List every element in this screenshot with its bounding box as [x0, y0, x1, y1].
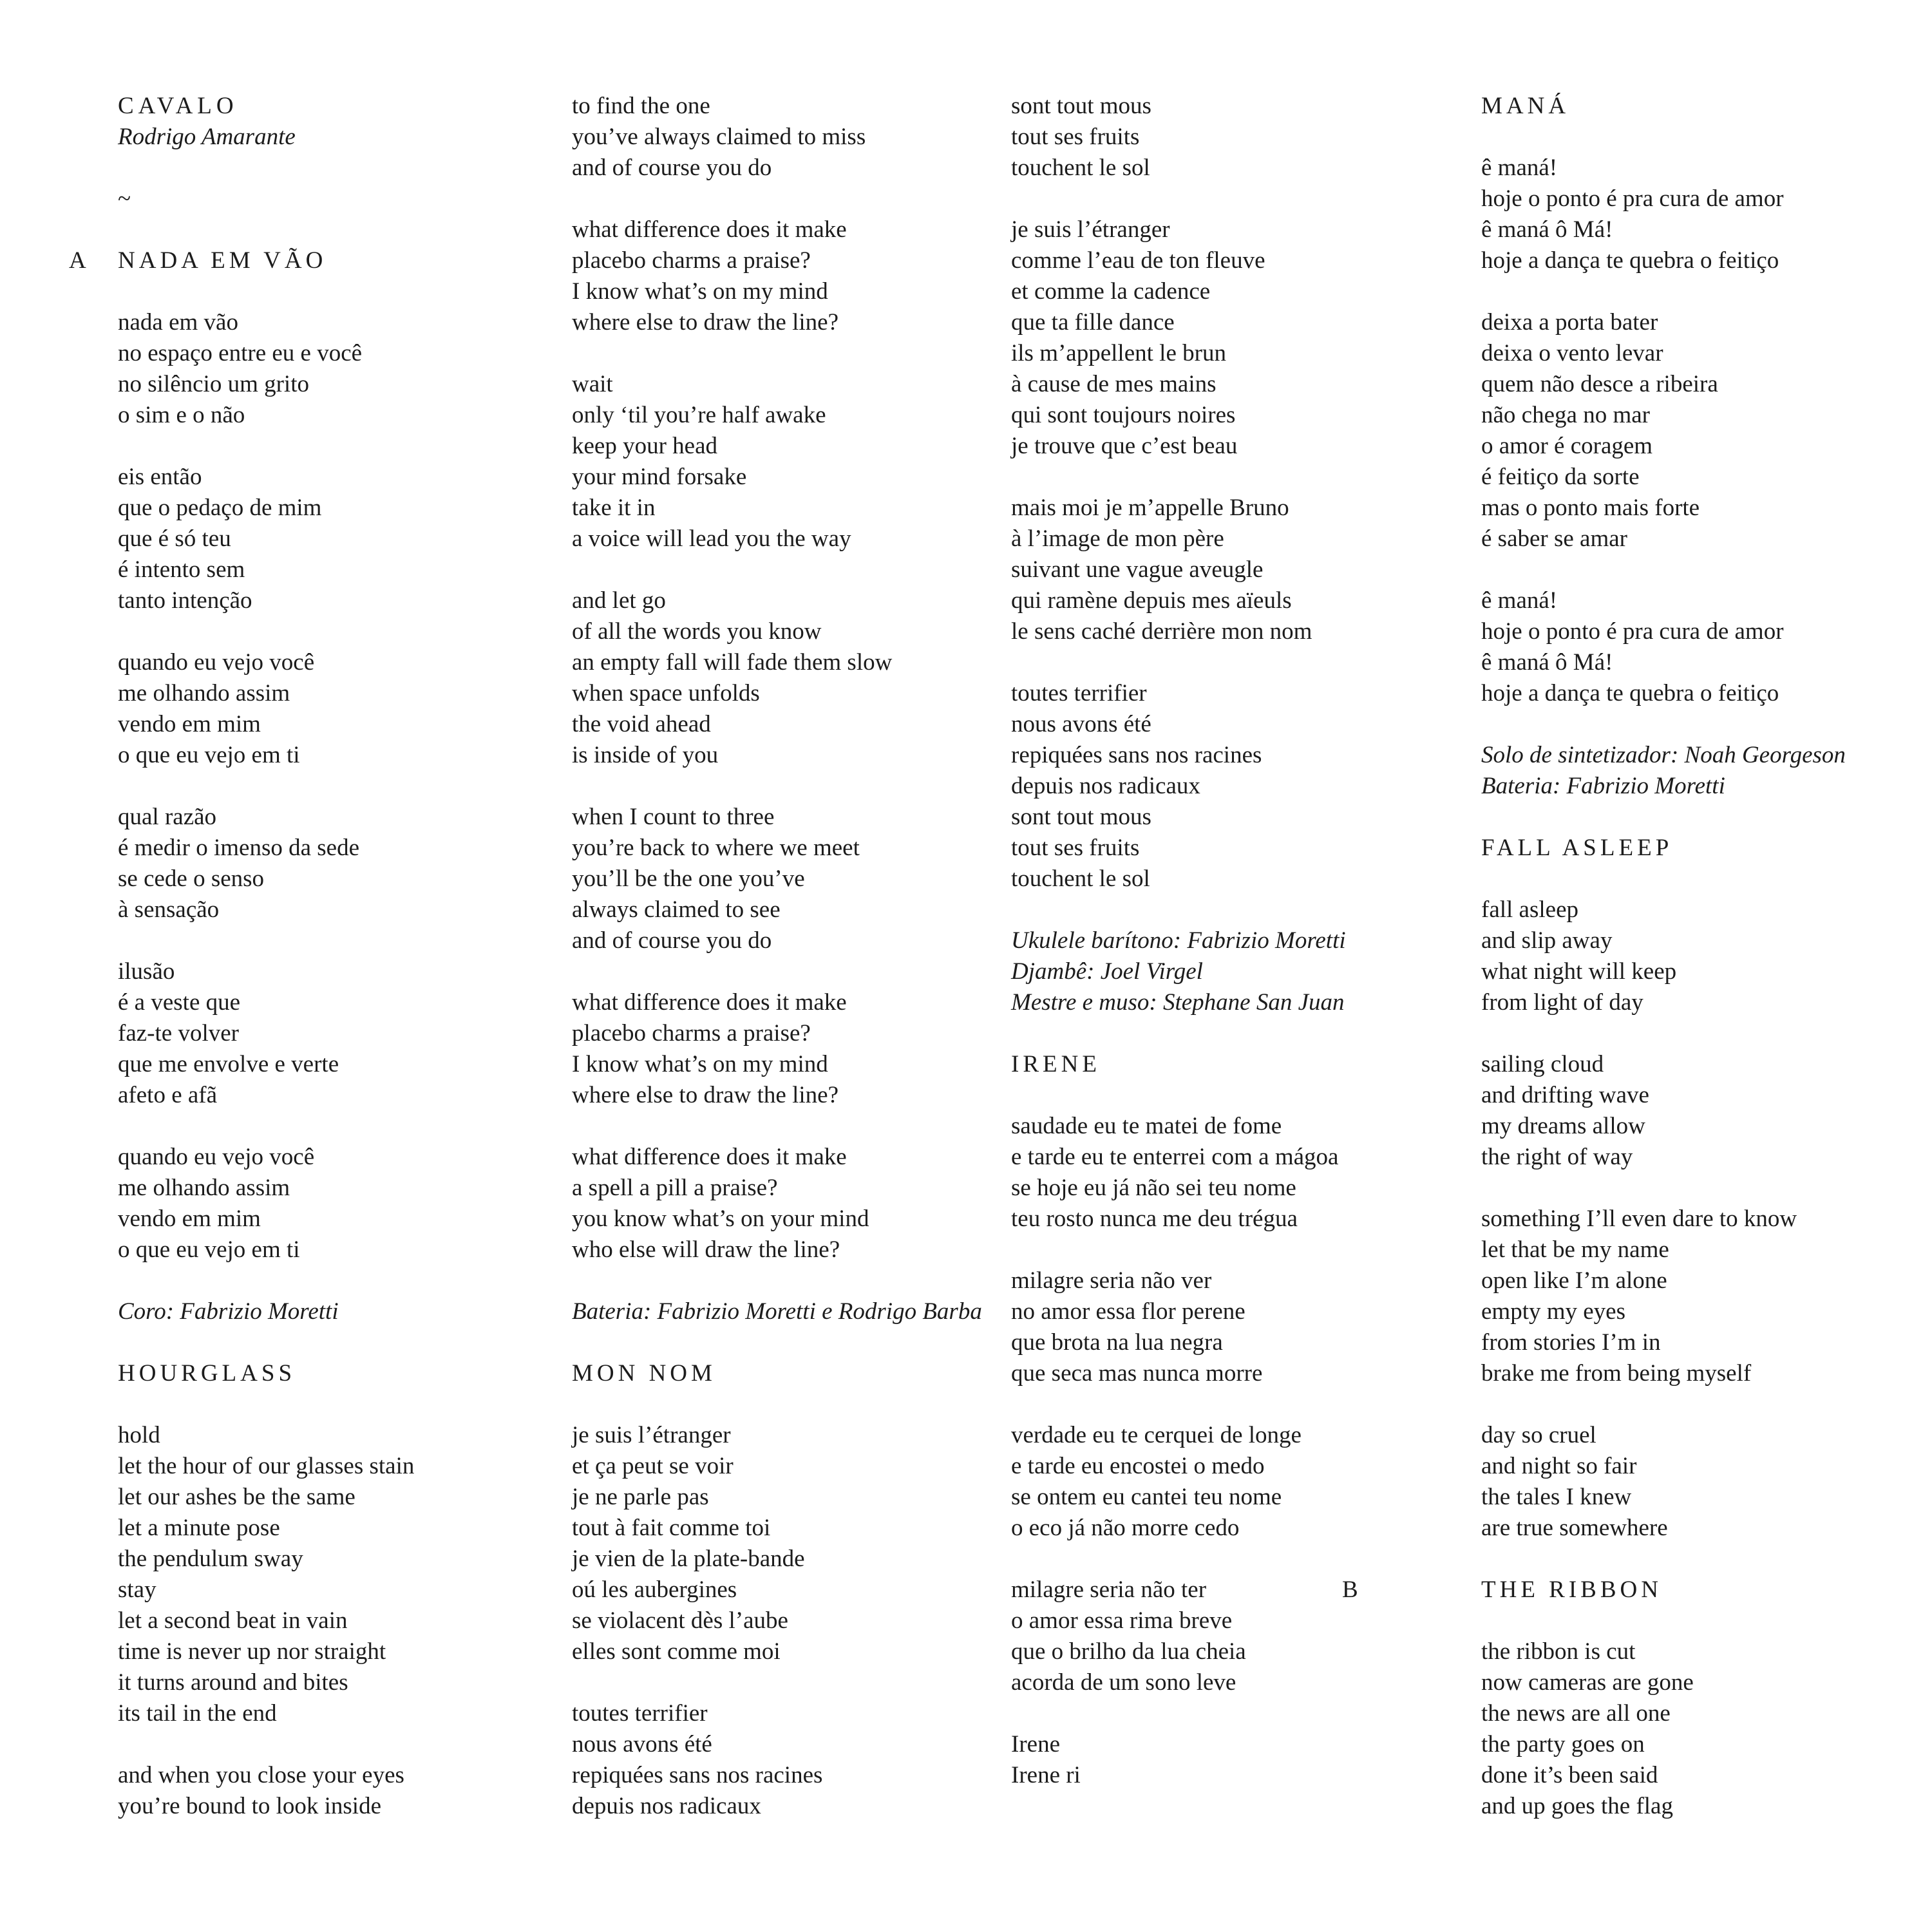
album-title-text: CAVALO — [118, 93, 238, 119]
stanza — [118, 647, 543, 771]
stanza — [1481, 1204, 1906, 1389]
lyric-line: deixa o vento levar — [1481, 340, 1663, 366]
lyric-line: comme l’eau de ton fleuve — [1011, 247, 1265, 274]
lyric-line: e tarde eu te enterrei com a mágoa — [1011, 1144, 1339, 1170]
credit-line: Ukulele barítono: Fabrizio Moretti — [1011, 927, 1346, 954]
lyric-line: time is never up nor straight — [118, 1638, 386, 1665]
lyrics-column-4 — [1342, 91, 1906, 1853]
stanza — [572, 1420, 997, 1667]
lyric-line: milagre seria não ter — [1011, 1577, 1207, 1603]
lyric-line: mais moi je m’appelle Bruno — [1011, 495, 1289, 521]
lyric-line: repiquées sans nos racines — [572, 1762, 823, 1788]
lyric-line: é a veste que — [118, 989, 241, 1016]
lyric-line: you’re back to where we meet — [572, 835, 860, 861]
lyric-line: empty my eyes — [1481, 1298, 1626, 1325]
lyric-line: hoje o ponto é pra cura de amor — [1481, 618, 1784, 645]
lyric-line: what difference does it make — [572, 1144, 847, 1170]
lyrics-column-1 — [69, 91, 543, 1853]
lyric-line: afeto e afã — [118, 1082, 218, 1108]
lyric-line: que o brilho da lua cheia — [1011, 1638, 1246, 1665]
lyric-line: ils m’appellent le brun — [1011, 340, 1226, 366]
lyric-line: é saber se amar — [1481, 526, 1628, 552]
lyric-line: toutes terrifier — [572, 1700, 708, 1727]
lyric-line: no espaço entre eu e você — [118, 340, 363, 366]
artist-name — [118, 122, 543, 153]
lyric-line: suivant une vague aveugle — [1011, 556, 1264, 583]
lyric-line: no silêncio um grito — [118, 371, 309, 397]
stanza — [572, 91, 997, 184]
lyric-line: vendo em mim — [118, 711, 261, 737]
lyric-line: ê maná ô Má! — [1481, 216, 1613, 243]
lyric-line: tout ses fruits — [1011, 835, 1140, 861]
lyric-line: se ontem eu cantei teu nome — [1011, 1484, 1282, 1510]
lyric-line: à l’image de mon père — [1011, 526, 1224, 552]
lyric-line: que ta fille dance — [1011, 309, 1175, 336]
lyric-line: et comme la cadence — [1011, 278, 1211, 305]
lyric-line: tout ses fruits — [1011, 124, 1140, 150]
lyric-line: a spell a pill a praise? — [572, 1175, 778, 1201]
lyric-line: your mind forsake — [572, 464, 747, 490]
stanza — [1011, 214, 1436, 462]
stanza — [1011, 1729, 1436, 1791]
lyrics-column-2 — [572, 91, 997, 1853]
section-heading — [118, 1358, 543, 1389]
lyric-line: and of course you do — [572, 155, 772, 181]
lyric-line: where else to draw the line? — [572, 1082, 839, 1108]
lyric-line: who else will draw the line? — [572, 1236, 840, 1263]
lyric-line: are true somewhere — [1481, 1515, 1668, 1541]
section-heading-text: HOURGLASS — [118, 1360, 296, 1387]
lyric-line: it turns around and bites — [118, 1669, 348, 1696]
lyric-line: não chega no mar — [1481, 402, 1650, 428]
credit-line: Solo de sintetizador: Noah Georgeson — [1481, 742, 1846, 768]
lyric-line: sont tout mous — [1011, 804, 1151, 830]
section-heading-text: MANÁ — [1481, 93, 1570, 119]
lyric-line: tanto intenção — [118, 587, 252, 614]
lyric-line: from stories I’m in — [1481, 1329, 1661, 1356]
lyric-line: where else to draw the line? — [572, 309, 839, 336]
lyric-line: when I count to three — [572, 804, 775, 830]
lyric-line: ilusão — [118, 958, 175, 985]
lyric-line: and of course you do — [572, 927, 772, 954]
stanza — [1011, 493, 1436, 647]
lyric-line: let that be my name — [1481, 1236, 1669, 1263]
lyric-line: the pendulum sway — [118, 1546, 303, 1572]
credit-line: Bateria: Fabrizio Moretti e Rodrigo Barba — [572, 1298, 982, 1325]
lyric-line: stay — [118, 1577, 156, 1603]
lyric-line: sont tout mous — [1011, 93, 1151, 119]
lyric-line: je suis l’étranger — [1011, 216, 1170, 243]
section-heading-text: MON NOM — [572, 1360, 716, 1387]
credit-line: Djambê: Joel Virgel — [1011, 958, 1203, 985]
stanza — [1481, 307, 1906, 554]
lyric-line: é intento sem — [118, 556, 245, 583]
stanza — [572, 369, 997, 554]
lyric-line: I know what’s on my mind — [572, 278, 828, 305]
stanza — [1481, 895, 1906, 1018]
lyric-line: repiquées sans nos racines — [1011, 742, 1262, 768]
stanza — [1481, 1636, 1906, 1822]
lyric-line: faz-te volver — [118, 1020, 239, 1046]
section-heading — [1342, 1575, 1906, 1605]
lyric-line: fall asleep — [1481, 896, 1578, 923]
lyric-line: you know what’s on your mind — [572, 1206, 869, 1232]
lyric-line: me olhando assim — [118, 1175, 290, 1201]
lyric-line: no amor essa flor perene — [1011, 1298, 1245, 1325]
lyric-line: and drifting wave — [1481, 1082, 1649, 1108]
lyric-line: you’ve always claimed to miss — [572, 124, 866, 150]
stanza — [1011, 1420, 1436, 1544]
lyric-line: deixa a porta bater — [1481, 309, 1658, 336]
lyric-line: o eco já não morre cedo — [1011, 1515, 1240, 1541]
lyric-line: touchent le sol — [1011, 866, 1150, 892]
lyric-line: elles sont comme moi — [572, 1638, 781, 1665]
lyric-line: je suis l’étranger — [572, 1422, 731, 1448]
lyric-line: when space unfolds — [572, 680, 760, 706]
lyric-line: let a second beat in vain — [118, 1607, 348, 1634]
lyric-line: hoje a dança te quebra o feitiço — [1481, 247, 1779, 274]
lyric-line: o sim e o não — [118, 402, 245, 428]
side-marker-a: A — [69, 247, 90, 274]
lyric-line: day so cruel — [1481, 1422, 1596, 1448]
lyric-line: ê maná! — [1481, 587, 1558, 614]
lyric-line: Irene ri — [1011, 1762, 1081, 1788]
lyric-line: wait — [572, 371, 613, 397]
lyric-line: verdade eu te cerquei de longe — [1011, 1422, 1302, 1448]
lyric-line: from light of day — [1481, 989, 1643, 1016]
lyric-line: saudade eu te matei de fome — [1011, 1113, 1282, 1139]
lyric-line: what difference does it make — [572, 989, 847, 1016]
lyric-line: Irene — [1011, 1731, 1060, 1757]
lyric-line: milagre seria não ver — [1011, 1267, 1212, 1294]
stanza — [1481, 153, 1906, 276]
lyric-line: and when you close your eyes — [118, 1762, 404, 1788]
lyric-line: acorda de um sono leve — [1011, 1669, 1236, 1696]
lyric-line: the party goes on — [1481, 1731, 1645, 1757]
lyric-line: you’re bound to look inside — [118, 1793, 382, 1819]
lyric-line: se hoje eu já não sei teu nome — [1011, 1175, 1296, 1201]
stanza — [572, 987, 997, 1111]
lyric-line: the ribbon is cut — [1481, 1638, 1636, 1665]
lyric-line: of all the words you know — [572, 618, 822, 645]
lyric-line: ê maná ô Má! — [1481, 649, 1613, 676]
lyric-line: the void ahead — [572, 711, 711, 737]
stanza — [1011, 1111, 1436, 1235]
section-heading-text: THE RIBBON — [1481, 1577, 1662, 1603]
lyric-line: now cameras are gone — [1481, 1669, 1694, 1696]
lyric-line: the news are all one — [1481, 1700, 1671, 1727]
lyric-line: que o pedaço de mim — [118, 495, 322, 521]
stanza — [118, 1142, 543, 1265]
lyric-line: only ‘til you’re half awake — [572, 402, 826, 428]
lyric-line: qui sont toujours noires — [1011, 402, 1236, 428]
lyric-line: je trouve que c’est beau — [1011, 433, 1238, 459]
separator-tilde-text: ~ — [118, 185, 131, 212]
lyric-line: se violacent dès l’aube — [572, 1607, 788, 1634]
lyric-line: nous avons été — [1011, 711, 1151, 737]
lyric-line: and slip away — [1481, 927, 1613, 954]
lyric-line: me olhando assim — [118, 680, 290, 706]
lyric-line: hold — [118, 1422, 160, 1448]
section-heading-text: IRENE — [1011, 1051, 1101, 1077]
lyric-line: my dreams allow — [1481, 1113, 1645, 1139]
lyric-line: o que eu vejo em ti — [118, 1236, 300, 1263]
stanza — [1011, 678, 1436, 895]
lyric-line: que seca mas nunca morre — [1011, 1360, 1263, 1387]
section-heading — [1011, 1049, 1436, 1080]
lyric-line: é medir o imenso da sede — [118, 835, 360, 861]
lyric-line: tout à fait comme toi — [572, 1515, 771, 1541]
lyric-line: a voice will lead you the way — [572, 526, 851, 552]
stanza — [572, 585, 997, 771]
lyric-line: que me envolve e verte — [118, 1051, 339, 1077]
credit — [572, 1296, 997, 1327]
lyric-line: I know what’s on my mind — [572, 1051, 828, 1077]
lyric-line: toutes terrifier — [1011, 680, 1147, 706]
lyric-line: and up goes the flag — [1481, 1793, 1673, 1819]
album-title — [118, 91, 543, 122]
lyric-line: le sens caché derrière mon nom — [1011, 618, 1312, 645]
lyric-line: o amor essa rima breve — [1011, 1607, 1233, 1634]
lyric-line: sailing cloud — [1481, 1051, 1604, 1077]
lyric-line: keep your head — [572, 433, 718, 459]
credit-line: Coro: Fabrizio Moretti — [118, 1298, 339, 1325]
stanza — [118, 802, 543, 925]
stanza — [572, 1142, 997, 1265]
lyric-line: done it’s been said — [1481, 1762, 1658, 1788]
stanza — [118, 307, 543, 431]
lyric-line: o que eu vejo em ti — [118, 742, 300, 768]
stanza — [572, 214, 997, 338]
lyric-line: quem não desce a ribeira — [1481, 371, 1718, 397]
stanza — [1011, 1265, 1436, 1389]
stanza — [1481, 1420, 1906, 1544]
lyric-line: e tarde eu encostei o medo — [1011, 1453, 1265, 1479]
lyric-line: and night so fair — [1481, 1453, 1637, 1479]
lyric-line: qual razão — [118, 804, 217, 830]
lyric-line: quando eu vejo você — [118, 649, 315, 676]
lyric-line: et ça peut se voir — [572, 1453, 734, 1479]
lyric-line: eis então — [118, 464, 202, 490]
section-heading — [1481, 91, 1906, 122]
lyric-line: its tail in the end — [118, 1700, 277, 1727]
lyric-line: qui ramène depuis mes aïeuls — [1011, 587, 1292, 614]
lyric-line: nada em vão — [118, 309, 238, 336]
lyric-line: hoje o ponto é pra cura de amor — [1481, 185, 1784, 212]
lyric-line: let a minute pose — [118, 1515, 280, 1541]
stanza — [118, 1420, 543, 1729]
section-heading-text: NADA EM VÃO — [118, 247, 327, 274]
lyric-line: teu rosto nunca me deu trégua — [1011, 1206, 1298, 1232]
lyric-line: ê maná! — [1481, 155, 1558, 181]
stanza — [118, 1760, 543, 1822]
lyric-line: nous avons été — [572, 1731, 712, 1757]
stanza — [1481, 585, 1906, 709]
lyric-line: take it in — [572, 495, 656, 521]
lyric-line: touchent le sol — [1011, 155, 1150, 181]
lyric-line: mas o ponto mais forte — [1481, 495, 1700, 521]
lyric-line: you’ll be the one you’ve — [572, 866, 805, 892]
lyric-line: what night will keep — [1481, 958, 1677, 985]
lyric-line: hoje a dança te quebra o feitiço — [1481, 680, 1779, 706]
lyric-line: to find the one — [572, 93, 710, 119]
section-heading — [1481, 833, 1906, 864]
separator-tilde — [118, 184, 543, 214]
lyric-line: let our ashes be the same — [118, 1484, 355, 1510]
lyric-line: placebo charms a praise? — [572, 1020, 811, 1046]
lyric-line: que é só teu — [118, 526, 231, 552]
lyric-line: je vien de la plate-bande — [572, 1546, 805, 1572]
lyric-line: à sensação — [118, 896, 220, 923]
stanza — [572, 802, 997, 956]
lyric-line: brake me from being myself — [1481, 1360, 1752, 1387]
stanza — [118, 462, 543, 616]
lyric-line: always claimed to see — [572, 896, 781, 923]
artist-name-text: Rodrigo Amarante — [118, 124, 296, 150]
lyric-line: the right of way — [1481, 1144, 1633, 1170]
credit — [118, 1296, 543, 1327]
lyric-line: and let go — [572, 587, 666, 614]
credit — [1481, 740, 1906, 802]
lyric-line: que brota na lua negra — [1011, 1329, 1223, 1356]
lyric-line: let the hour of our glasses stain — [118, 1453, 415, 1479]
lyric-line: placebo charms a praise? — [572, 247, 811, 274]
stanza — [118, 956, 543, 1111]
lyric-line: à cause de mes mains — [1011, 371, 1217, 397]
lyric-line: what difference does it make — [572, 216, 847, 243]
lyric-line: depuis nos radicaux — [572, 1793, 761, 1819]
lyric-line: o amor é coragem — [1481, 433, 1653, 459]
credit-line: Mestre e muso: Stephane San Juan — [1011, 989, 1345, 1016]
section-heading-text: FALL ASLEEP — [1481, 835, 1673, 861]
lyric-line: se cede o senso — [118, 866, 265, 892]
stanza — [1481, 1049, 1906, 1173]
lyric-line: depuis nos radicaux — [1011, 773, 1200, 799]
lyric-line: something I’ll even dare to know — [1481, 1206, 1797, 1232]
lyric-line: quando eu vejo você — [118, 1144, 315, 1170]
lyric-line: the tales I knew — [1481, 1484, 1632, 1510]
lyric-line: oú les aubergines — [572, 1577, 737, 1603]
lyric-line: je ne parle pas — [572, 1484, 709, 1510]
lyric-line: is inside of you — [572, 742, 719, 768]
credit — [1011, 925, 1436, 1018]
side-marker-b: B — [1342, 1577, 1362, 1603]
lyric-line: open like I’m alone — [1481, 1267, 1667, 1294]
section-heading — [69, 245, 543, 276]
section-heading — [572, 1358, 997, 1389]
lyric-line: é feitiço da sorte — [1481, 464, 1640, 490]
stanza — [572, 1698, 997, 1822]
stanza — [1011, 91, 1436, 184]
lyric-line: an empty fall will fade them slow — [572, 649, 893, 676]
stanza — [1011, 1575, 1436, 1698]
lyric-line: vendo em mim — [118, 1206, 261, 1232]
lyrics-column-3 — [1011, 91, 1436, 1822]
credit-line: Bateria: Fabrizio Moretti — [1481, 773, 1725, 799]
